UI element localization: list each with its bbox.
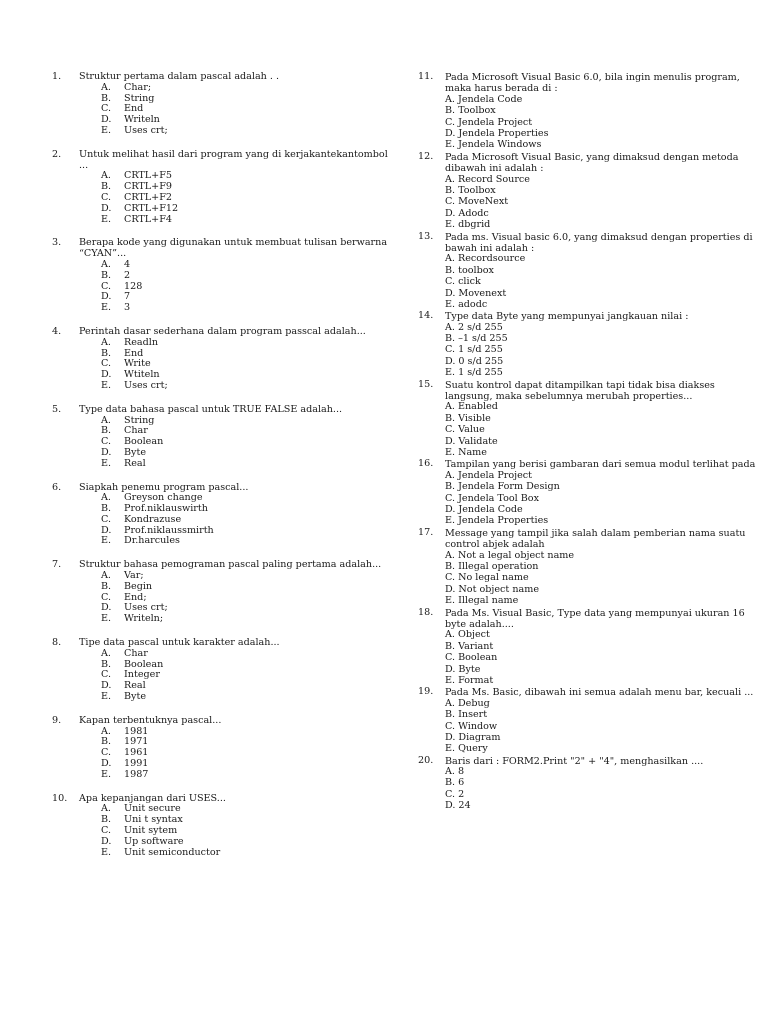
option-text: Insert <box>458 709 488 721</box>
option-letter: B. <box>445 184 456 196</box>
answer-option <box>445 801 758 812</box>
answer-option <box>79 692 392 703</box>
answer-option <box>445 448 758 459</box>
option-letter: A. <box>101 258 111 270</box>
option-text: 1 s/d 255 <box>458 367 503 379</box>
option-text: Jendela Tool Box <box>458 492 539 504</box>
option-text: 1991 <box>124 758 149 770</box>
option-text: dbgrid <box>458 219 491 231</box>
option-text: No legal name <box>458 572 529 584</box>
option-text: 3 <box>124 302 131 314</box>
option-text: 1981 <box>124 725 149 737</box>
option-text: Toolbox <box>458 184 496 196</box>
option-letter: C. <box>101 669 112 681</box>
option-text: Not a legal object name <box>457 549 575 561</box>
question-19 <box>418 687 758 755</box>
answer-option <box>79 536 392 547</box>
answer-option <box>445 220 758 231</box>
option-letter: B. <box>445 105 456 117</box>
option-text: Unit sytem <box>124 825 178 837</box>
option-text: Prof.niklauswirth <box>124 503 208 515</box>
option-letter: D. <box>101 114 112 126</box>
option-letter: A. <box>101 803 111 815</box>
option-text: click <box>458 276 481 288</box>
option-text: Write <box>124 358 151 370</box>
answer-option <box>79 770 392 781</box>
option-text: 1961 <box>124 747 149 759</box>
option-text: Name <box>458 447 487 459</box>
question-2 <box>52 150 392 226</box>
option-text: Jendela Project <box>458 116 533 128</box>
option-text: 8 <box>457 766 465 778</box>
question-text: Tampilan yang berisi gambaran dari semua modul terlihat pada <box>445 459 756 471</box>
option-text: Window <box>458 720 498 732</box>
option-text: Boolean <box>124 436 164 448</box>
option-letter: E. <box>101 846 112 858</box>
question-17 <box>418 528 758 608</box>
answer-option <box>445 767 758 778</box>
option-letter: D. <box>101 758 112 770</box>
option-text: Real <box>124 457 146 469</box>
question-text: Suatu kontrol dapat ditampilkan tapi tidak bisa diakses langsung, maka sebelumnya merubah properties... <box>445 379 715 403</box>
question-number: 11. <box>418 71 434 82</box>
option-text: Integer <box>124 669 160 681</box>
option-text: String <box>124 92 155 104</box>
option-letter: D. <box>445 663 456 675</box>
option-letter: D. <box>445 731 456 743</box>
answer-option <box>445 414 758 425</box>
option-text: 0 s/d 255 <box>458 355 504 367</box>
option-text: 24 <box>458 800 471 812</box>
option-text: 2 <box>124 269 131 281</box>
option-text: Uses crt; <box>124 124 168 136</box>
question-5 <box>52 405 392 470</box>
right-column <box>418 72 758 813</box>
answer-option <box>79 381 392 392</box>
option-letter: B. <box>445 412 456 424</box>
answer-option <box>445 778 758 789</box>
question-number: 3. <box>52 237 62 249</box>
question-number: 20. <box>418 754 434 766</box>
option-letter: B. <box>445 640 456 652</box>
option-letter: D. <box>445 800 456 812</box>
question-number: 2. <box>52 148 62 160</box>
option-text: Char <box>124 647 148 659</box>
question-1 <box>52 72 392 137</box>
option-text: CRTL+F5 <box>124 170 172 182</box>
question-text: Struktur pertama dalam pascal adalah . . <box>79 71 280 82</box>
option-text: Byte <box>458 663 481 675</box>
option-letter: E. <box>445 219 456 231</box>
option-text: Begin <box>124 580 153 592</box>
option-letter: A. <box>445 697 455 709</box>
question-4 <box>52 327 392 392</box>
question-text: Type data bahasa pascal untuk TRUE FALSE adalah... <box>79 403 343 415</box>
option-text: Enabled <box>457 401 498 413</box>
option-text: Byte <box>124 446 147 458</box>
option-letter: A. <box>101 81 111 93</box>
option-text: Readln <box>124 336 159 348</box>
question-10 <box>52 794 392 859</box>
option-letter: E. <box>101 124 112 136</box>
option-letter: D. <box>101 369 112 381</box>
option-letter: A. <box>445 93 455 105</box>
option-letter: A. <box>445 766 455 778</box>
question-text: Apa kepanjangan dari USES... <box>79 792 226 804</box>
answer-option <box>79 848 392 859</box>
answer-option <box>445 516 758 527</box>
option-text: CRTL+F9 <box>124 181 172 193</box>
option-letter: D. <box>445 127 456 139</box>
option-text: Boolean <box>458 652 498 664</box>
option-text: Boolean <box>124 658 164 670</box>
option-text: Variant <box>458 640 494 652</box>
option-letter: D. <box>101 602 112 614</box>
option-text: Uses crt; <box>124 379 168 391</box>
option-text: Dr.harcules <box>124 535 180 547</box>
option-letter: D. <box>445 287 456 299</box>
option-letter: B. <box>445 709 456 721</box>
option-text: Record Source <box>457 173 530 185</box>
option-letter: B. <box>101 736 112 748</box>
option-letter: B. <box>445 264 456 276</box>
option-text: toolbox <box>458 264 494 276</box>
option-letter: E. <box>445 447 456 459</box>
question-text: Berapa kode yang digunakan untuk membuat tulisan berwarna “CYAN”... <box>79 237 388 260</box>
question-number: 18. <box>418 606 434 618</box>
answer-option <box>79 614 392 625</box>
option-text: Adodc <box>458 207 489 219</box>
option-letter: B. <box>101 814 112 826</box>
option-letter: D. <box>101 291 112 303</box>
question-number: 4. <box>52 325 62 337</box>
option-letter: D. <box>101 835 112 847</box>
question-number: 14. <box>418 310 434 322</box>
option-letter: E. <box>445 743 456 755</box>
question-text: Type data Byte yang mempunyai jangkauan nilai : <box>445 311 689 323</box>
option-text: Illegal name <box>458 595 519 607</box>
option-letter: B. <box>101 92 112 104</box>
option-text: Diagram <box>458 731 501 743</box>
answer-option <box>445 300 758 311</box>
option-text: Format <box>458 674 494 686</box>
question-8 <box>52 638 392 703</box>
option-letter: A. <box>445 253 455 265</box>
answer-option <box>445 197 758 208</box>
option-text: Wtiteln <box>124 369 160 381</box>
question-text: Tipe data pascal untuk karakter adalah... <box>79 637 280 649</box>
question-number: 9. <box>52 714 62 726</box>
option-text: Uni t syntax <box>124 814 183 826</box>
option-letter: C. <box>445 720 456 732</box>
option-text: Unit semiconductor <box>124 846 221 858</box>
option-text: Unit secure <box>124 803 181 815</box>
option-text: 7 <box>124 291 131 303</box>
question-text: Kapan terbentuknya pascal... <box>79 714 222 726</box>
question-number: 6. <box>52 481 62 493</box>
option-letter: E. <box>445 367 456 379</box>
option-letter: C. <box>445 652 456 664</box>
option-letter: D. <box>101 524 112 536</box>
question-number: 5. <box>52 403 62 415</box>
option-letter: B. <box>101 503 112 515</box>
question-number: 1. <box>52 71 62 82</box>
option-text: 1971 <box>124 736 149 748</box>
answer-option <box>445 733 758 744</box>
option-letter: A. <box>445 401 455 413</box>
option-letter: C. <box>101 436 112 448</box>
option-text: Kondrazuse <box>124 513 182 525</box>
option-text: 4 <box>124 258 131 270</box>
option-text: Char <box>124 425 148 437</box>
option-letter: A. <box>101 336 111 348</box>
question-13 <box>418 232 758 312</box>
answer-option <box>445 790 758 801</box>
option-letter: A. <box>101 570 111 582</box>
question-text: Perintah dasar sederhana dalam program passcal adalah... <box>79 325 366 337</box>
option-letter: A. <box>101 492 111 504</box>
option-text: Writeln <box>124 114 160 126</box>
question-16 <box>418 459 758 527</box>
option-letter: A. <box>445 469 455 481</box>
question-6 <box>52 483 392 548</box>
option-letter: C. <box>445 276 456 288</box>
option-text: Writeln; <box>124 613 164 625</box>
answer-option <box>445 289 758 300</box>
answer-option <box>445 140 758 151</box>
option-text: Not object name <box>458 583 540 595</box>
option-letter: C. <box>101 358 112 370</box>
left-column <box>52 72 392 871</box>
option-text: 1 s/d 255 <box>458 344 503 356</box>
option-letter: A. <box>445 173 455 185</box>
option-letter: D. <box>445 207 456 219</box>
question-text: Baris dari : FORM2.Print "2" + "4", menghasilkan .... <box>445 755 704 767</box>
option-text: Value <box>458 424 485 436</box>
option-text: CRTL+F12 <box>124 202 179 214</box>
question-text: Pada Microsoft Visual Basic, yang dimaksud dengan metoda dibawah ini adalah : <box>445 151 739 175</box>
option-text: Up software <box>124 835 184 847</box>
option-text: 128 <box>124 280 143 292</box>
option-letter: B. <box>445 777 456 789</box>
option-letter: E. <box>101 213 112 225</box>
question-number: 7. <box>52 559 62 571</box>
option-letter: C. <box>101 747 112 759</box>
option-letter: C. <box>445 344 456 356</box>
option-text: Jendela Properties <box>458 515 549 527</box>
question-7 <box>52 560 392 625</box>
option-letter: D. <box>445 435 456 447</box>
question-11 <box>418 72 758 152</box>
option-text: Jendela Code <box>458 504 523 515</box>
answer-option <box>445 744 758 755</box>
option-letter: C. <box>101 191 112 203</box>
option-letter: A. <box>445 321 455 333</box>
option-letter: D. <box>101 446 112 458</box>
option-text: Jendela Project <box>457 469 533 481</box>
option-letter: A. <box>101 647 111 659</box>
question-number: 10. <box>52 792 68 804</box>
option-text: Jendela Properties <box>458 127 549 139</box>
question-number: 17. <box>418 526 434 538</box>
option-letter: B. <box>101 658 112 670</box>
question-text: Pada Ms. Basic, dibawah ini semua adalah menu bar, kecuali ... <box>445 687 754 699</box>
option-text: CRTL+F2 <box>124 191 172 203</box>
option-text: 2 s/d 255 <box>457 321 503 333</box>
answer-option <box>79 215 392 226</box>
answer-option <box>445 653 758 664</box>
option-text: Jendela Windows <box>458 139 542 151</box>
answer-option <box>445 209 758 220</box>
option-letter: D. <box>445 504 456 515</box>
question-3 <box>52 238 392 314</box>
question-text: Siapkah penemu program pascal... <box>79 481 249 493</box>
answer-option <box>445 402 758 413</box>
option-text: Real <box>124 680 146 692</box>
option-letter: C. <box>445 572 456 584</box>
option-text: Greyson change <box>124 492 203 504</box>
option-letter: A. <box>101 414 111 426</box>
question-number: 19. <box>418 686 434 698</box>
option-letter: D. <box>101 202 112 214</box>
question-text: Message yang tampil jika salah dalam pemberian nama suatu control abjek adalah <box>445 527 746 551</box>
option-letter: E. <box>101 535 112 547</box>
option-letter: E. <box>101 613 112 625</box>
question-14 <box>418 311 758 379</box>
question-12 <box>418 152 758 232</box>
option-text: 2 <box>458 788 465 800</box>
option-letter: C. <box>445 788 456 800</box>
option-letter: C. <box>101 280 112 292</box>
option-letter: E. <box>101 457 112 469</box>
option-text: Recordsource <box>457 253 526 265</box>
option-letter: D. <box>445 583 456 595</box>
option-letter: C. <box>445 424 456 436</box>
option-letter: C. <box>101 825 112 837</box>
option-text: Var; <box>124 570 144 582</box>
option-letter: B. <box>101 269 112 281</box>
answer-option <box>79 459 392 470</box>
option-letter: A. <box>445 549 455 561</box>
option-letter: C. <box>445 196 456 208</box>
option-text: CRTL+F4 <box>124 213 172 225</box>
option-letter: D. <box>445 355 456 367</box>
option-letter: E. <box>101 768 112 780</box>
answer-option <box>445 368 758 379</box>
option-letter: B. <box>101 425 112 437</box>
option-text: MoveNext <box>458 196 509 208</box>
question-15 <box>418 380 758 460</box>
question-text: Pada Ms. Visual Basic, Type data yang mempunyai ukuran 16 byte adalah.... <box>445 607 745 630</box>
option-letter: C. <box>445 116 456 128</box>
option-text: Char; <box>124 81 152 93</box>
option-letter: E. <box>101 691 112 703</box>
answer-option <box>445 699 758 710</box>
option-letter: E. <box>445 674 456 686</box>
question-number: 16. <box>418 458 434 470</box>
option-text: Uses crt; <box>124 602 168 614</box>
option-text: 6 <box>458 777 465 789</box>
option-text: Toolbox <box>458 105 496 117</box>
answer-option <box>79 126 392 137</box>
option-text: Object <box>457 629 490 641</box>
question-text: Pada ms. Visual basic 6.0, yang dimaksud dengan properties di bawah ini adalah : <box>445 231 753 254</box>
option-letter: E. <box>445 595 456 607</box>
option-text: End <box>124 103 144 115</box>
option-letter: E. <box>445 139 456 151</box>
question-number: 13. <box>418 230 434 242</box>
option-text: Prof.niklaussmirth <box>124 524 214 536</box>
answer-option <box>445 596 758 607</box>
option-letter: B. <box>445 481 456 493</box>
option-letter: A. <box>101 725 111 737</box>
option-letter: C. <box>101 103 112 115</box>
question-number: 8. <box>52 637 62 649</box>
answer-option <box>445 676 758 687</box>
answer-option <box>79 303 392 314</box>
option-text: adodc <box>458 298 488 310</box>
option-letter: B. <box>445 333 456 345</box>
option-text: Jendela Code <box>457 93 523 105</box>
option-text: Validate <box>458 435 498 447</box>
option-letter: E. <box>101 302 112 314</box>
option-text: Visible <box>458 412 491 424</box>
question-20 <box>418 756 758 813</box>
option-text: Illegal operation <box>458 560 539 572</box>
option-text: 1987 <box>124 768 149 780</box>
option-text: –1 s/d 255 <box>458 333 508 345</box>
option-letter: B. <box>101 181 112 193</box>
option-letter: B. <box>101 347 112 359</box>
option-letter: E. <box>445 298 456 310</box>
option-text: Jendela Form Design <box>458 481 560 493</box>
option-text: End <box>124 347 144 359</box>
option-text: String <box>124 414 155 426</box>
question-text: Untuk melihat hasil dari program yang di kerjakantekantombol ... <box>79 148 388 171</box>
question-number: 12. <box>418 150 434 162</box>
option-letter: B. <box>101 580 112 592</box>
question-number: 15. <box>418 378 434 390</box>
answer-option <box>445 437 758 448</box>
option-text: End; <box>124 591 147 603</box>
option-letter: C. <box>101 591 112 603</box>
option-letter: B. <box>445 560 456 572</box>
answer-option <box>445 266 758 277</box>
option-letter: E. <box>445 515 456 527</box>
question-18 <box>418 608 758 688</box>
option-text: Query <box>458 743 488 755</box>
question-text: Pada Microsoft Visual Basic 6.0, bila ingin menulis program, maka harus berada di : <box>445 72 740 95</box>
question-9 <box>52 716 392 781</box>
option-text: Movenext <box>458 287 507 299</box>
option-letter: A. <box>445 629 455 641</box>
option-letter: D. <box>101 680 112 692</box>
option-letter: C. <box>445 492 456 504</box>
option-text: Debug <box>457 697 490 709</box>
question-text: Struktur bahasa pemograman pascal paling pertama adalah... <box>79 559 382 571</box>
option-letter: C. <box>101 513 112 525</box>
option-text: Byte <box>124 691 147 703</box>
option-letter: A. <box>101 170 111 182</box>
option-letter: E. <box>101 379 112 391</box>
